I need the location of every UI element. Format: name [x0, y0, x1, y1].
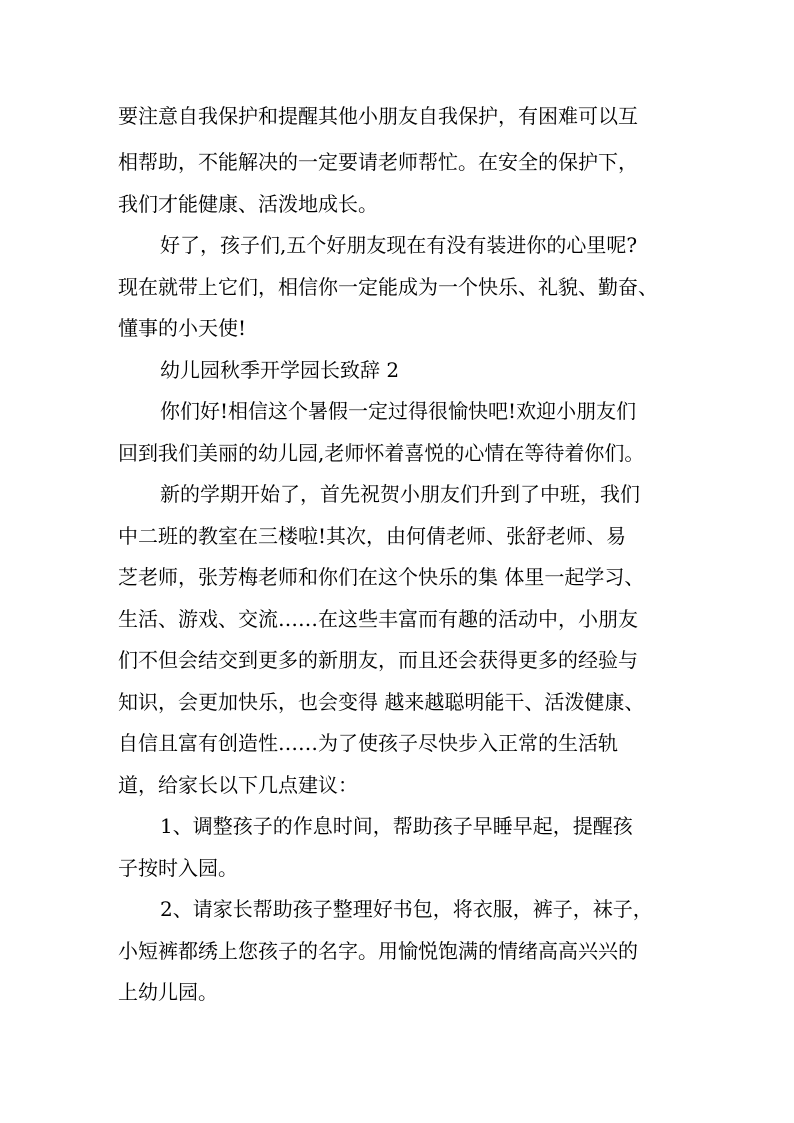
body-text-line: 自信且富有创造性……为了使孩子尽快步入正常的生活轨 [118, 731, 618, 755]
list-item-text: 子按时入园。 [118, 856, 238, 880]
list-item-text: 小短裤都绣上您孩子的名字。用愉悦饱满的情绪高高兴兴的 [118, 939, 638, 963]
body-text-line: 们不但会结交到更多的新朋友，而且还会获得更多的经验与 [118, 648, 638, 672]
list-item-text: 上幼儿园。 [118, 980, 218, 1004]
body-text-line: 懂事的小天使! [118, 316, 247, 340]
body-text-line: 道，给家长以下几点建议： [118, 773, 358, 797]
body-text-line: 相帮助，不能解决的一定要请老师帮忙。在安全的保护下， [118, 150, 638, 174]
body-text-line: 生活、游戏、交流……在这些丰富而有趣的活动中，小朋友 [118, 607, 638, 631]
body-text-line: 知识，会更加快乐，也会变得 越来越聪明能干、活泼健康、 [118, 690, 645, 714]
body-text-line: 要注意自我保护和提醒其他小朋友自我保护，有困难可以互 [118, 104, 638, 128]
section-heading: 幼儿园秋季开学园长致辞 2 [160, 358, 400, 382]
body-text-line: 芝老师，张芳梅老师和你们在这个快乐的集 体里一起学习、 [118, 565, 645, 589]
body-text-line: 现在就带上它们，相信你一定能成为一个快乐、礼貌、勤奋、 [118, 275, 658, 299]
body-text-line: 好了，孩子们,五个好朋友现在有没有装进你的心里呢? [160, 233, 638, 257]
list-item-text: 1、调整孩子的作息时间，帮助孩子早睡早起，提醒孩 [160, 814, 633, 838]
list-item-text: 2、请家长帮助孩子整理好书包，将衣服，裤子，袜子， [160, 897, 653, 921]
body-text-line: 你们好!相信这个暑假一定过得很愉快吧!欢迎小朋友们 [160, 399, 637, 423]
body-text-line: 回到我们美丽的幼儿园,老师怀着喜悦的心情在等待着你们。 [118, 441, 645, 465]
body-text-line: 我们才能健康、活泼地成长。 [118, 192, 378, 216]
body-text-line: 中二班的教室在三楼啦!其次，由何倩老师、张舒老师、易 [118, 524, 627, 548]
body-text-line: 新的学期开始了，首先祝贺小朋友们升到了中班，我们 [160, 482, 640, 506]
